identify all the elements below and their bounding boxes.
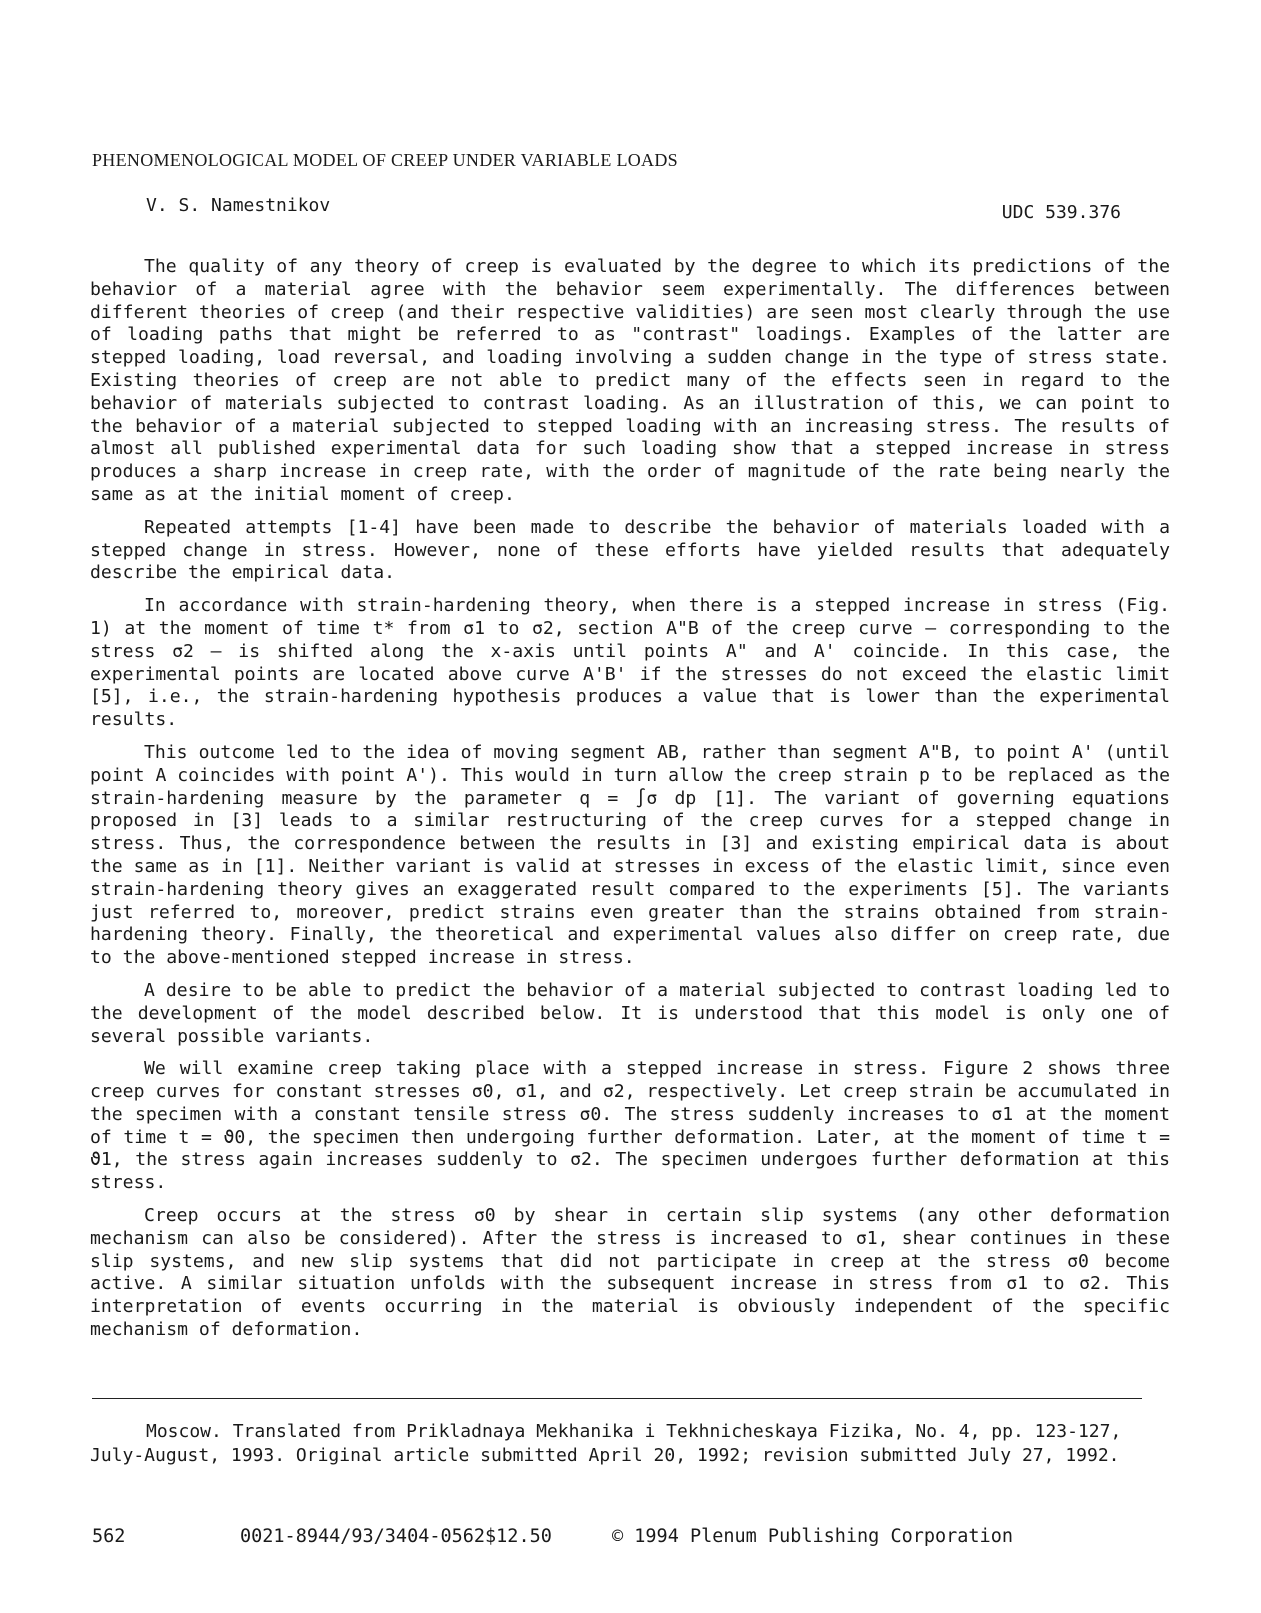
article-body	[90, 256, 1170, 1352]
copyright-notice: © 1994 Plenum Publishing Corporation	[612, 1526, 1013, 1547]
author-name: V. S. Namestnikov	[146, 195, 331, 216]
paragraph: In accordance with strain-hardening theory, when there is a stepped increase in stress (Fig. 1) at the moment of time t* from σ1 to σ2, section A"B of the creep curve — corresponding to the stress σ2 — is shifted along the x-axis until points A" and A' coincide. In this case, the experimental points are located above curve A'B' if the stresses do not exceed the elastic limit [5], i.e., the strain-hardening hypothesis produces a value that is lower than the experimental results.	[90, 595, 1170, 731]
udc-code: UDC 539.376	[1001, 202, 1121, 223]
footnote-text: Moscow. Translated from Prikladnaya Mekhanika i Tekhnicheskaya Fizika, No. 4, pp. 123-127, July-August, 1993. Original article submitted April 20, 1992; revision submitted July 27, 1992.	[90, 1421, 1122, 1466]
publication-code: 0021-8944/93/3404-0562$12.50	[240, 1526, 552, 1547]
footnote-divider	[92, 1398, 1142, 1399]
paragraph: A desire to be able to predict the behavior of a material subjected to contrast loading led to the development of the model described below. It is understood that this model is only one of several possible variants.	[90, 979, 1170, 1047]
page-number: 562	[92, 1526, 126, 1547]
paragraph: The quality of any theory of creep is evaluated by the degree to which its predictions of the behavior of a material agree with the behavior seem experimentally. The differences between different theories of creep (and their respective validities) are seen most clearly through the use of loading paths that might be referred to as "contrast" loadings. Examples of the latter are stepped loading, load reversal, and loading involving a sudden change in the type of stress state. Existing theories of creep are not able to predict many of the effects seen in regard to the behavior of materials subjected to contrast loading. As an illustration of this, we can point to the behavior of a material subjected to stepped loading with an increasing stress. The results of almost all published experimental data for such loading show that a stepped increase in stress produces a sharp increase in creep rate, with the order of magnitude of the rate being nearly the same as at the initial moment of creep.	[90, 256, 1170, 505]
paper-title: PHENOMENOLOGICAL MODEL OF CREEP UNDER VARIABLE LOADS	[92, 150, 678, 170]
paragraph: Repeated attempts [1-4] have been made to describe the behavior of materials loaded with a stepped change in stress. However, none of these efforts have yielded results that adequately describe the empirical data.	[90, 516, 1170, 584]
paragraph: We will examine creep taking place with a stepped increase in stress. Figure 2 shows three creep curves for constant stresses σ0, σ1, and σ2, respectively. Let creep strain be accumulated in the specimen with a constant tensile stress σ0. The stress suddenly increases to σ1 at the moment of time t = ϑ0, the specimen then undergoing further deformation. Later, at the moment of time t = ϑ1, the stress again increases suddenly to σ2. The specimen undergoes further deformation at this stress.	[90, 1058, 1170, 1194]
translation-footnote	[90, 1420, 1140, 1468]
paragraph: Creep occurs at the stress σ0 by shear in certain slip systems (any other deformation mechanism can also be considered). After the stress is increased to σ1, shear continues in these slip systems, and new slip systems that did not participate in creep at the stress σ0 become active. A similar situation unfolds with the subsequent increase in stress from σ1 to σ2. This interpretation of events occurring in the material is obviously independent of the specific mechanism of deformation.	[90, 1205, 1170, 1341]
paragraph: This outcome led to the idea of moving segment AB, rather than segment A"B, to point A' (until point A coincides with point A'). This would in turn allow the creep strain p to be replaced as the strain-hardening measure by the parameter q = ∫σ dp [1]. The variant of governing equations proposed in [3] leads to a similar restructuring of the creep curves for a stepped change in stress. Thus, the correspondence between the results in [3] and existing empirical data is about the same as in [1]. Neither variant is valid at stresses in excess of the elastic limit, since even strain-hardening theory gives an exaggerated result compared to the experiments [5]. The variants just referred to, moreover, predict strains even greater than the strains obtained from strain-hardening theory. Finally, the theoretical and experimental values also differ on creep rate, due to the above-mentioned stepped increase in stress.	[90, 741, 1170, 969]
